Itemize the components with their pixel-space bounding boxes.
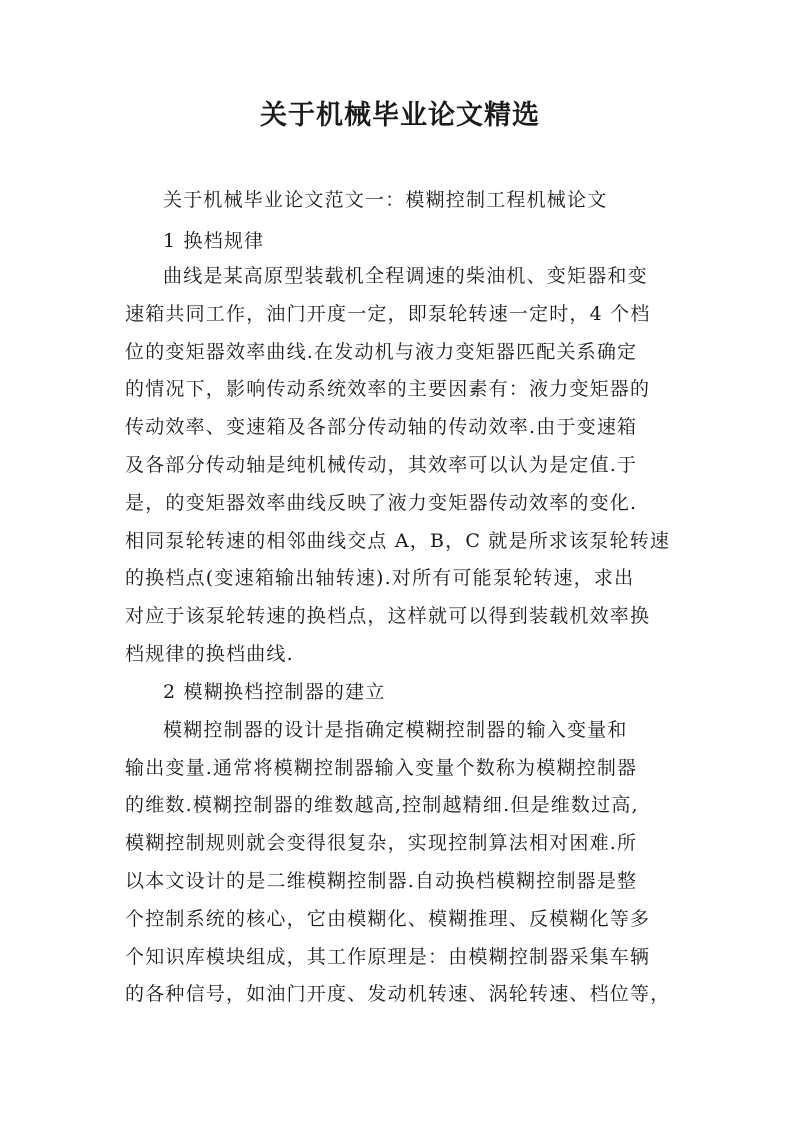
paragraph-line: 档规律的换档曲线. xyxy=(125,643,294,665)
paragraph-line: 输出变量.通常将模糊控制器输入变量个数称为模糊控制器 xyxy=(125,757,638,779)
section-heading-1: 1 换档规律 xyxy=(163,230,265,252)
paragraph-line: 的维数.模糊控制器的维数越高,控制越精细.但是维数过高, xyxy=(125,794,639,816)
paragraph-line: 位的变矩器效率曲线.在发动机与液力变矩器匹配关系确定 xyxy=(125,341,638,363)
paragraph-line: 的换档点(变速箱输出轴转速).对所有可能泵轮转速，求出 xyxy=(125,567,635,589)
paragraph-line: 个控制系统的核心，它由模糊化、模糊推理、反模糊化等多 xyxy=(125,908,651,930)
paragraph-line: 曲线是某高原型装载机全程调速的柴油机、变矩器和变 xyxy=(163,265,648,287)
paragraph-line: 速箱共同工作，油门开度一定，即泵轮转速一定时，4 个档 xyxy=(125,303,651,325)
paragraph-line: 相同泵轮转速的相邻曲线交点 A，B，C 就是所求该泵轮转速 xyxy=(125,530,671,552)
paragraph-line: 个知识库模块组成，其工作原理是：由模糊控制器采集车辆 xyxy=(125,946,651,968)
paragraph-line: 传动效率、变速箱及各部分传动轴的传动效率.由于变速箱 xyxy=(125,416,638,438)
document-title: 关于机械毕业论文精选 xyxy=(260,100,540,131)
paragraph-line: 模糊控制器的设计是指确定模糊控制器的输入变量和 xyxy=(163,719,628,741)
section-heading-2: 2 模糊换档控制器的建立 xyxy=(163,681,386,703)
paragraph-line: 以本文设计的是二维模糊控制器.自动换档模糊控制器是整 xyxy=(125,870,638,892)
paragraph-line: 的情况下，影响传动系统效率的主要因素有：液力变矩器的 xyxy=(125,378,651,400)
paragraph-line: 及各部分传动轴是纯机械传动，其效率可以认为是定值.于 xyxy=(125,454,638,476)
subtitle-line: 关于机械毕业论文范文一：模糊控制工程机械论文 xyxy=(163,189,608,211)
paragraph-line: 的各种信号，如油门开度、发动机转速、涡轮转速、档位等， xyxy=(125,983,671,1005)
paragraph-line: 是，的变矩器效率曲线反映了液力变矩器传动效率的变化. xyxy=(125,492,638,514)
paragraph-line: 模糊控制规则就会变得很复杂，实现控制算法相对困难.所 xyxy=(125,832,638,854)
paragraph-line: 对应于该泵轮转速的换档点，这样就可以得到装载机效率换 xyxy=(125,605,651,627)
